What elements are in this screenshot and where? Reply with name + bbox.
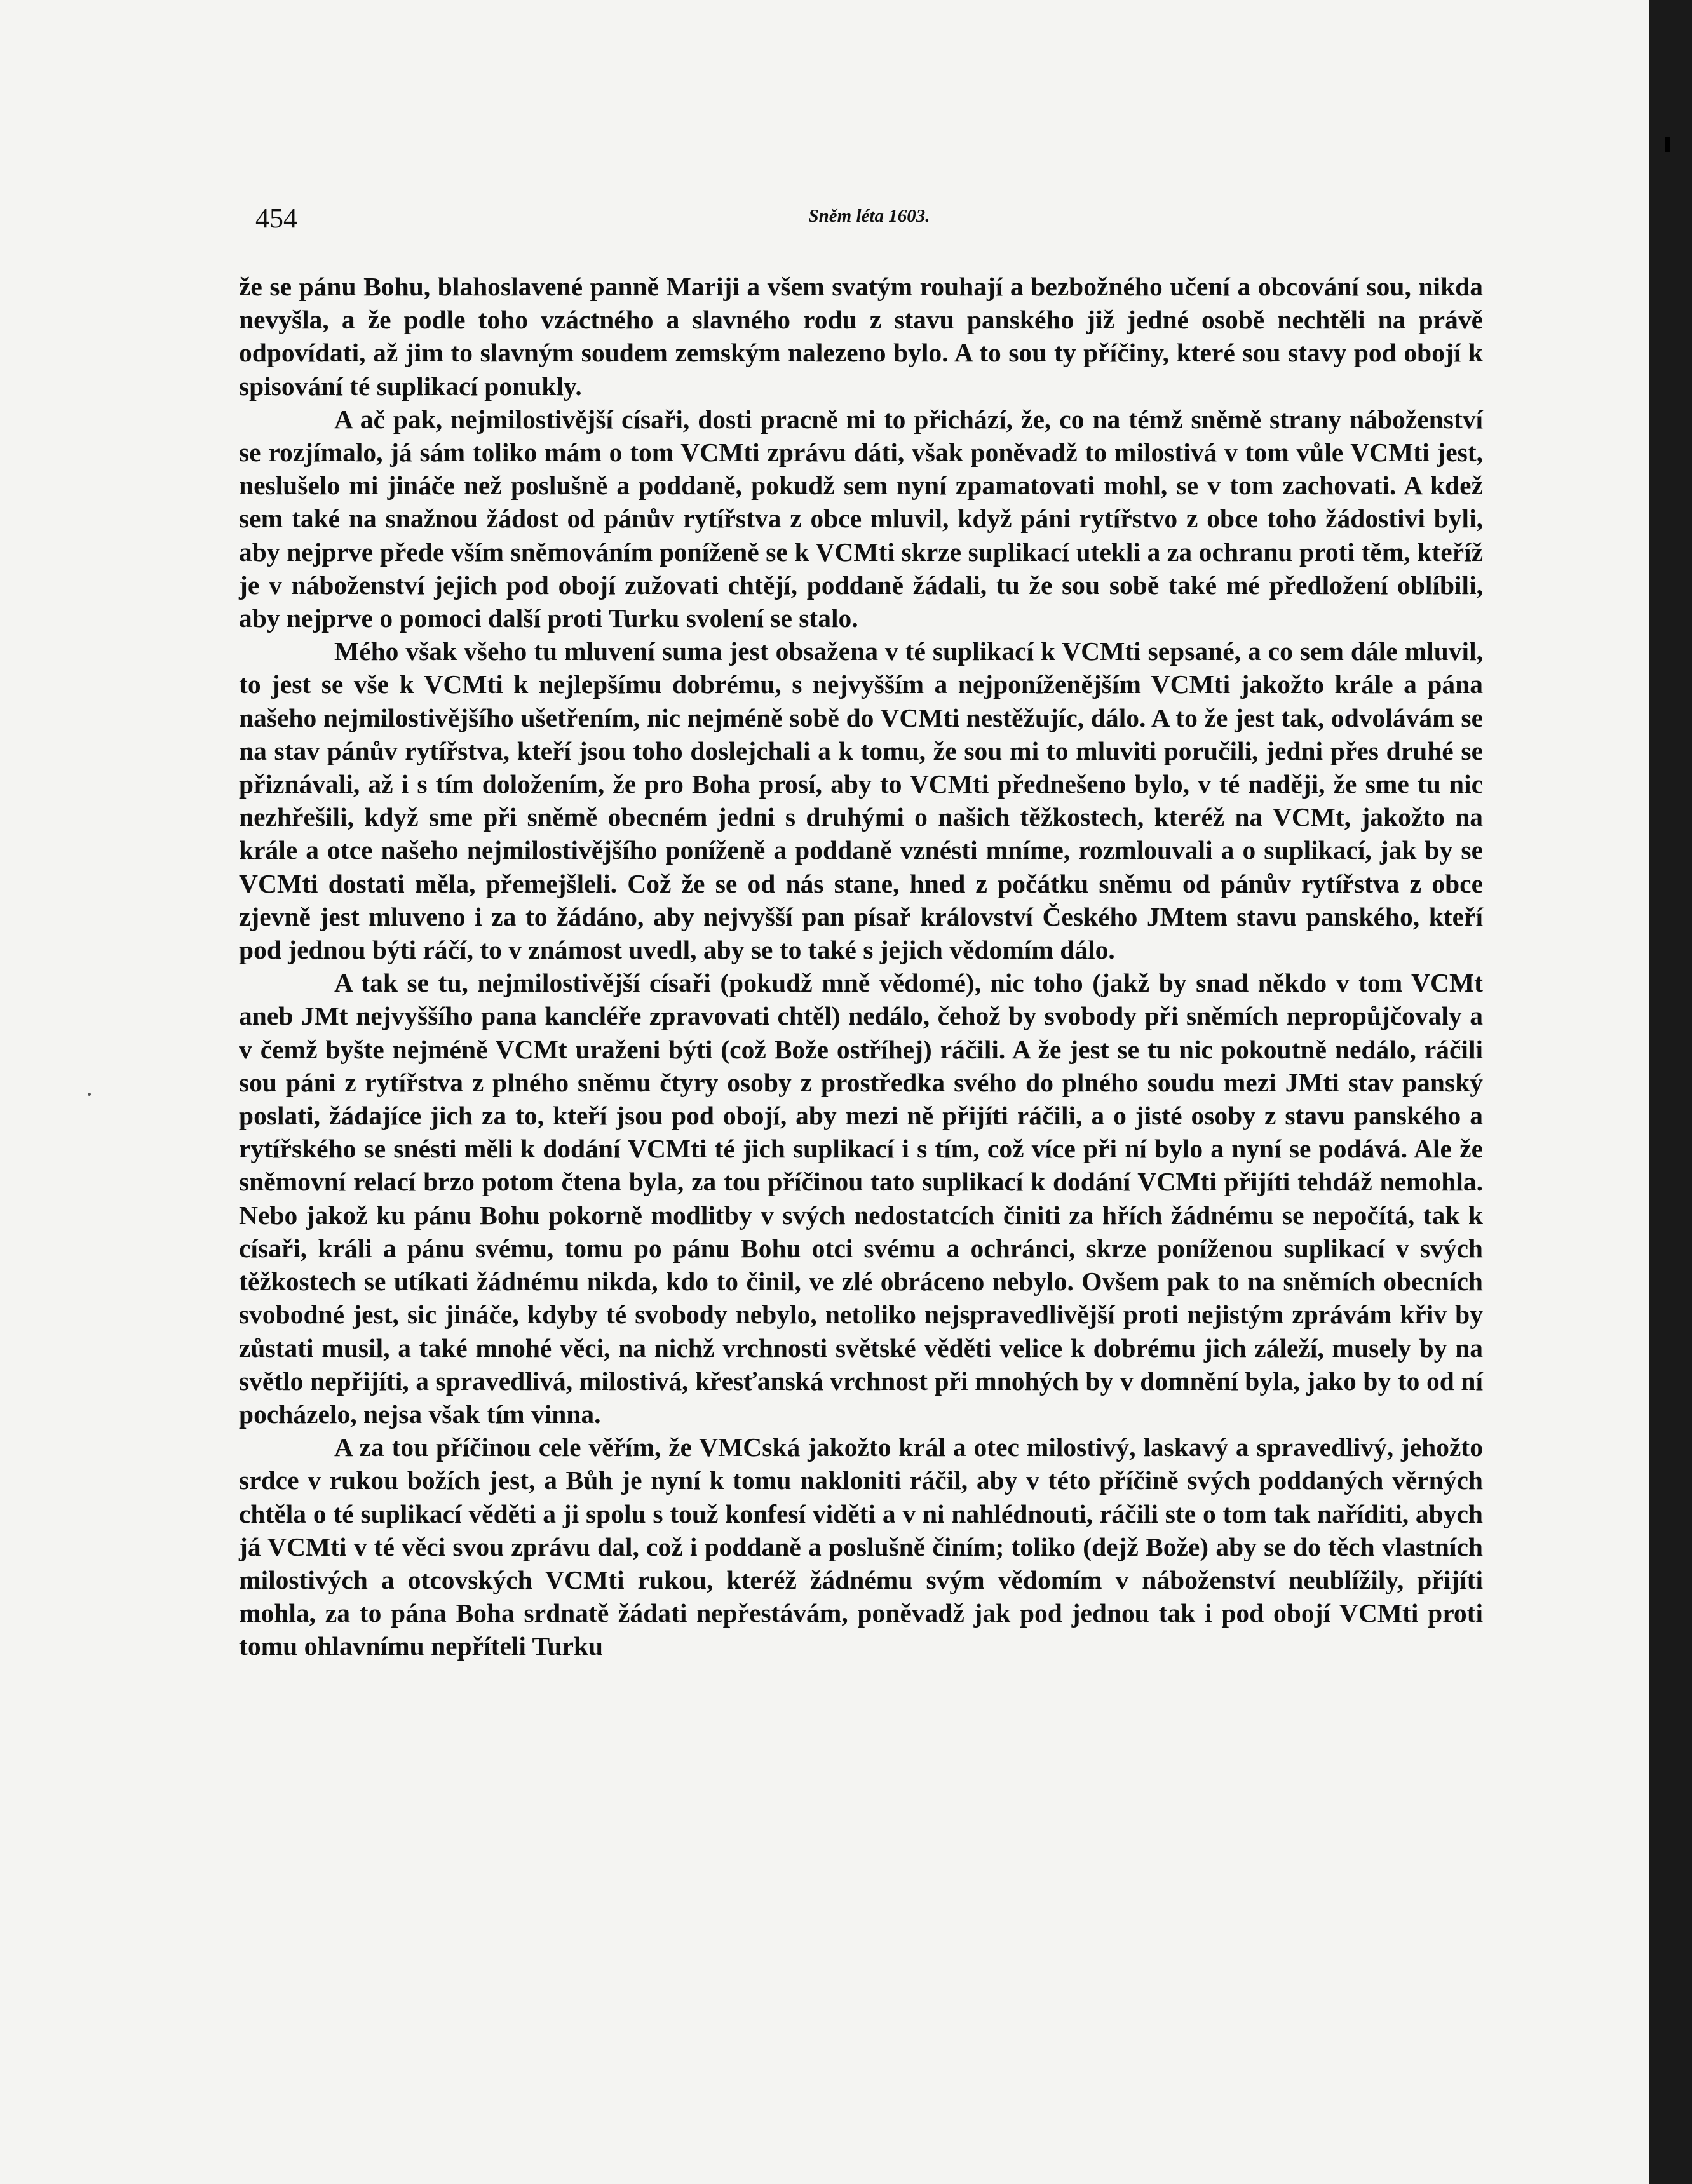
running-head: Sněm léta 1603. [808, 206, 930, 226]
paragraph-2: A ač pak, nejmilostivější císaři, dosti pracně mi to přichází, že, co na témž sněmě strany náboženství se rozjímalo, já sám toliko mám o tom VCMti zprávu dáti, však poněvadž to milostivá v tom vůle VCMti jest, neslušelo mi jináče než poslušně a poddaně, pokudž sem nyní zpamatovati mohl, se v tom zachovati. A kdež sem také na snažnou žádost od pánův rytířstva z obce mluvil, když páni rytířstvo z obce toho žádostivi byli, aby nejprve přede vším sněmováním poníženě se k VCMti skrze suplikací utekli a za ochranu proti těm, kteříž je v náboženství jejich pod obojí zužovati chtějí, poddaně žádali, tu že sou sobě také mé předložení oblíbili, aby nejprve o pomoci další proti Turku svolení se stalo. [239, 404, 1483, 633]
paragraph-5: A za tou příčinou cele věřím, že VMCská jakožto král a otec milostivý, laskavý a spravedlivý, jehožto srdce v rukou božích jest, a Bůh je nyní k tomu nakloniti ráčil, aby v této příčině svých poddaných věrných chtěla o té suplikací věděti a ji spolu s touž konfesí viděti a v ni nahlédnouti, ráčili ste o tom tak naříditi, abych já VCMti v té věci svou zprávu dal, což i poddaně a poslušně činím; toliko (dejž Bože) aby se do těch vlastních milostivých a otcovských VCMti rukou, kteréž žádnému svým vědomím v náboženství neublížily, přijíti mohla, za to pána Boha srdnatě žádati nepřestávám, poněvadž jak pod jednou tak i pod obojí VCMti proti tomu ohlavnímu nepříteli Turku [239, 1432, 1483, 1661]
page-header [255, 202, 1483, 240]
margin-speck [88, 1093, 91, 1096]
paragraph-4: A tak se tu, nejmilostivější císaři (pokudž mně vědomé), nic toho (jakž by snad někdo v tom VCMt aneb JMt nejvyššího pana kancléře zpravovati chtěl) nedálo, čehož by svobody při sněmích nepropůjčovaly a v čemž byšte nejméně VCMt uraženi býti (což Bože ostříhej) ráčili. A že jest se tu nic pokoutně nedálo, ráčili sou páni z rytířstva z plného sněmu čtyry osoby z prostředka svého do plného soudu mezi JMti stav panský poslati, žádajíce jich za to, kteří jsou pod obojí, aby mezi ně přijíti ráčili, a o jisté osoby z stavu panského a rytířského se snésti měli k dodání VCMti té jich suplikací i s tím, což více při ní bylo a nyní se podává. Ale že sněmovní relací brzo potom čtena byla, za tou příčinou tato suplikací k dodání VCMti přijíti tehdáž nemohla. Nebo jakož ku pánu Bohu pokorně modlitby v svých nedostatcích činiti za hřích žádnému se nepočítá, tak k císaři, králi a pánu svému, tomu po pánu Bohu otci svému a ochránci, skrze poníženou suplikací v svých těžkostech se utíkati žádnému nikda, kdo to činil, ve zlé obráceno nebylo. Ovšem pak to na sněmích obecních svobodné jest, sic jináče, kdyby té svobody nebylo, netoliko nejspravedlivější proti nejistým zprávám křiv by zůstati musil, a také mnohé věci, na nichž vrchnosti světské věděti velice k dobrému jich záleží, musely by na světlo nepřijíti, a spravedlivá, milostivá, křesťanská vrchnost při mnohých by v domnění byla, jako by to od ní pocházelo, nejsa však tím vinna. [239, 968, 1483, 1429]
paragraph-3: Mého však všeho tu mluvení suma jest obsažena v té suplikací k VCMti sepsané, a co sem dále mluvil, to jest se vše k VCMti k nejlepšímu dobrému, s nejvyšším a nejponíženějším VCMti jakožto krále a pána našeho nejmilostivějšího ušetřením, nic nejméně sobě do VCMti nestěžujíc, dálo. A to že jest tak, odvolávám se na stav pánův rytířstva, kteří jsou toho doslejchali a k tomu, že sou mi to mluviti poručili, jedni přes druhé se přiznávali, až i s tím doložením, že pro Boha prosí, aby to VCMti přednešeno bylo, v té naději, že sme tu nic nezhřešili, když sme při sněmě obecném jedni s druhými o našich těžkostech, kteréž na VCMt, jakožto na krále a otce našeho nejmilostivějšího poníženě a poddaně vznésti mníme, rozmlouvali a o suplikací, jak by se VCMti dostati měla, přemejšleli. Což že se od nás stane, hned z počátku sněmu od pánův rytířstva z obce zjevně jest mluveno i za to žádáno, aby nejvyšší pan písař království Českého JMtem stavu panského, kteří pod jednou býti ráčí, to v známost uvedl, aby se to také s jejich vědomím dálo. [239, 637, 1483, 965]
paragraph-1: že se pánu Bohu, blahoslavené panně Mariji a všem svatým rouhají a bezbožného učení a obcování sou, nikda nevyšla, a že podle toho vzáctného a slavného rodu z stavu panského již jedné osobě nechtěli na právě odpovídati, až jim to slavným soudem zemským nalezeno bylo. A to sou ty příčiny, které sou stavy pod obojí k spisování té suplikací ponukly. [239, 272, 1483, 401]
page-number: 454 [255, 203, 297, 234]
scan-edge-mark [1665, 137, 1670, 152]
body-text [239, 270, 1483, 1663]
